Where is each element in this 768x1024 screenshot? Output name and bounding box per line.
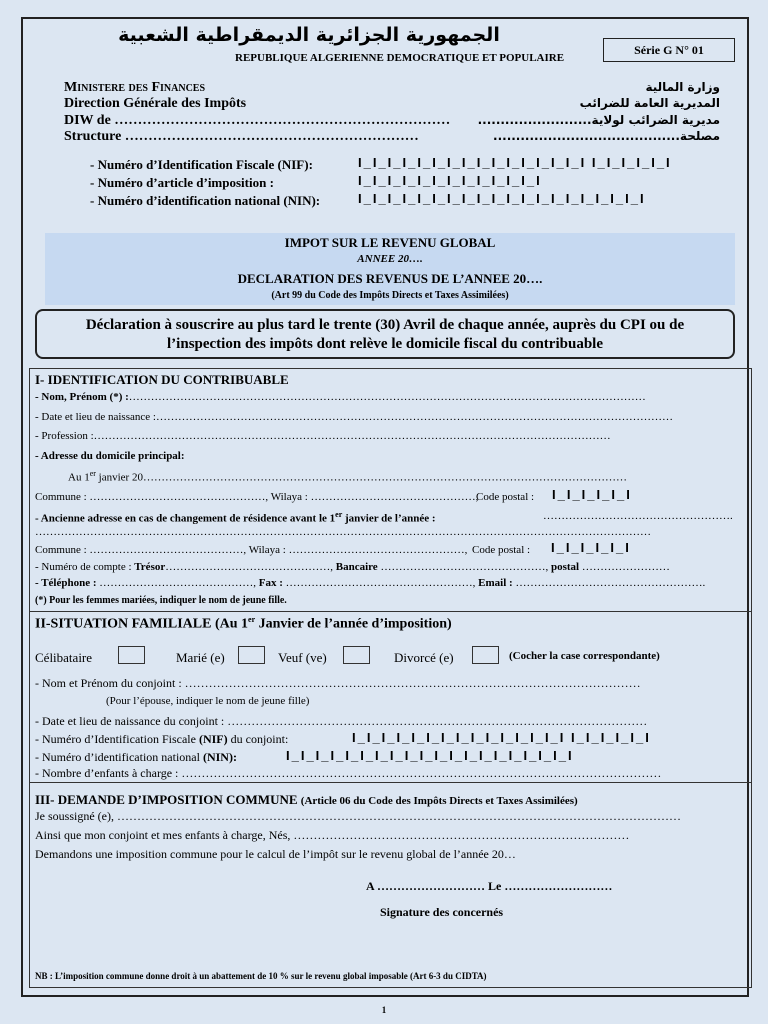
- nif-label: - Numéro d’Identification Fiscale (NIF):: [90, 157, 313, 172]
- diw-ar: مديرية الضرائب لولاية.........................: [477, 113, 720, 127]
- nin-label: - Numéro d’identification national (NIN):: [90, 193, 321, 208]
- nif-conjoint-boxes[interactable]: I_I_I_I_I_I_I_I_I_I_I_I_I_I_I I_I_I_I_I_I: [352, 730, 651, 745]
- nif-conjoint-label: - Numéro d’Identification Fiscale (NIF) du conjoint:: [35, 732, 289, 746]
- structure-ar: مصلحة.........................................: [493, 129, 720, 143]
- cocher-note: (Cocher la case correspondante): [509, 650, 660, 662]
- celibataire-checkbox[interactable]: [118, 646, 145, 664]
- naissance-conjoint-field[interactable]: - Date et lieu de naissance du conjoint : ……………………………………………………………………………………………: [35, 714, 648, 728]
- structure-fr: Structure ………………………………………………………: [64, 129, 419, 144]
- compte-field[interactable]: - Numéro de compte : Trésor………………………………………, Bancaire ………………………………………, postal ……………………: [35, 561, 670, 573]
- code-postal-label: Code postal :: [476, 491, 535, 503]
- marie-checkbox[interactable]: [238, 646, 265, 664]
- adresse-label: - Adresse du domicile principal:: [35, 450, 185, 462]
- title-band: [45, 233, 735, 305]
- code-postal-boxes[interactable]: I_I_I_I_I_I: [552, 487, 632, 502]
- serie-badge: Série G N° 01: [603, 38, 735, 62]
- band-declaration: DECLARATION DES REVENUS DE L’ANNEE 20….: [237, 271, 543, 286]
- dgi-ar: المديرية العامة للضرائب: [579, 96, 720, 110]
- celibataire-label: Célibataire: [35, 650, 93, 665]
- section1-title: I- IDENTIFICATION DU CONTRIBUABLE: [35, 372, 289, 387]
- article-boxes[interactable]: I_I_I_I_I_I_I_I_I_I_I_I_I: [358, 173, 542, 188]
- band-title: IMPOT SUR LE REVENU GLOBAL: [284, 235, 496, 250]
- veuf-label: Veuf (ve): [278, 650, 327, 665]
- dgi-fr: Direction Générale des Impôts: [64, 96, 247, 111]
- ancienne-adresse-line[interactable]: ……………………………………………………………………………………………………………………………………………………: [35, 526, 651, 538]
- ministere-ar: وزارة المالية: [645, 80, 720, 94]
- demande-text: Demandons une imposition commune pour le calcul de l’impôt sur le revenu global de l’année 20…: [35, 847, 516, 861]
- section-identification: [29, 368, 752, 612]
- band-ref: (Art 99 du Code des Impôts Directs et Taxes Assimilées): [271, 290, 509, 301]
- nif-boxes[interactable]: I_I_I_I_I_I_I_I_I_I_I_I_I_I_I_I I_I_I_I_I_I: [358, 155, 672, 170]
- epouse-note: (Pour l’épouse, indiquer le nom de jeune fille): [106, 695, 310, 707]
- profession-field[interactable]: - Profession :……………………………………………………………………………………………………………………………: [35, 430, 611, 442]
- commune-field[interactable]: Commune : …………………………………………, Wilaya : ………………………………………,: [35, 491, 479, 503]
- divorce-checkbox[interactable]: [472, 646, 499, 664]
- nin-conjoint-label: - Numéro d’identification national (NIN):: [35, 750, 237, 764]
- code-postal-label-2: Code postal :: [472, 544, 531, 556]
- soussigne-field[interactable]: Je soussigné (e), ……………………………………………………………………………………………………………………………: [35, 809, 681, 823]
- contact-field[interactable]: - Téléphone : ……………………………………, Fax : ……………………………………………, Email : …………………………………………….: [35, 577, 706, 589]
- section3-title: III- DEMANDE D’IMPOSITION COMMUNE (Article 06 du Code des Impôts Directs et Taxes Assimilées): [35, 792, 578, 807]
- au-janvier-field[interactable]: Au 1er janvier 20……………………………………………………………………………………………………………………: [68, 469, 627, 484]
- marie-label: Marié (e): [176, 650, 225, 665]
- notice-line2: l’inspection des impôts dont relève le domicile fiscal du contribuable: [167, 336, 603, 352]
- section2-title: II-SITUATION FAMILIALE (Au 1er Janvier de l’année d’imposition): [35, 615, 452, 632]
- nin-conjoint-boxes[interactable]: I_I_I_I_I_I_I_I_I_I_I_I_I_I_I_I_I_I_I_I: [286, 748, 574, 763]
- ancienne-adresse-dots[interactable]: …………………………………………….: [543, 510, 733, 522]
- signature-label: Signature des concernés: [380, 905, 504, 919]
- veuf-checkbox[interactable]: [343, 646, 370, 664]
- enfants-field[interactable]: - Nombre d’enfants à charge : …………………………………………………………………………………………………………: [35, 766, 662, 780]
- nom-field[interactable]: - Nom, Prénom (*) :……………………………………………………………………………………………………………………………: [35, 391, 646, 403]
- notice-line1: Déclaration à souscrire au plus tard le trente (30) Avril de chaque année, auprès du CPI ou de: [85, 317, 685, 333]
- commune-field-2[interactable]: Commune : ……………………………………, Wilaya : …………………………………………,: [35, 544, 468, 556]
- page-number: 1: [381, 1005, 387, 1015]
- band-year: ANNEE 20….: [357, 253, 423, 265]
- conjoint-enfants-field[interactable]: Ainsi que mon conjoint et mes enfants à charge, Nés, …………………………………………………………………………: [35, 828, 630, 842]
- divorce-label: Divorcé (e): [394, 650, 454, 665]
- code-postal-boxes-2[interactable]: I_I_I_I_I_I: [551, 540, 631, 555]
- diw-fr: DIW de ………………………………………………………………: [64, 113, 451, 128]
- lieu-date-field[interactable]: A ……………………… Le ………………………: [366, 879, 613, 893]
- ancienne-adresse-label: - Ancienne adresse en cas de changement de résidence avant le 1er janvier de l’année :: [35, 510, 436, 525]
- naissance-field[interactable]: - Date et lieu de naissance :……………………………………………………………………………………………………………………………: [35, 411, 673, 423]
- conjoint-field[interactable]: - Nom et Prénom du conjoint : ……………………………………………………………………………………………………: [35, 676, 641, 690]
- french-title: REPUBLIQUE ALGERIENNE DEMOCRATIQUE ET POPULAIRE: [235, 52, 565, 64]
- nin-boxes[interactable]: I_I_I_I_I_I_I_I_I_I_I_I_I_I_I_I_I_I_I_I: [358, 191, 646, 206]
- article-label: - Numéro d’article d’imposition :: [90, 175, 274, 190]
- section1-note: (*) Pour les femmes mariées, indiquer le nom de jeune fille.: [35, 595, 287, 606]
- ministere-fr: Ministere des Finances: [64, 80, 206, 95]
- nb-note: NB : L’imposition commune donne droit à un abattement de 10 % sur le revenu global imposable (Art 6-3 du CIDTA): [35, 971, 487, 981]
- deadline-notice: [35, 309, 735, 359]
- arabic-title: الجمهورية الجزائرية الديمقراطية الشعبية: [118, 24, 500, 46]
